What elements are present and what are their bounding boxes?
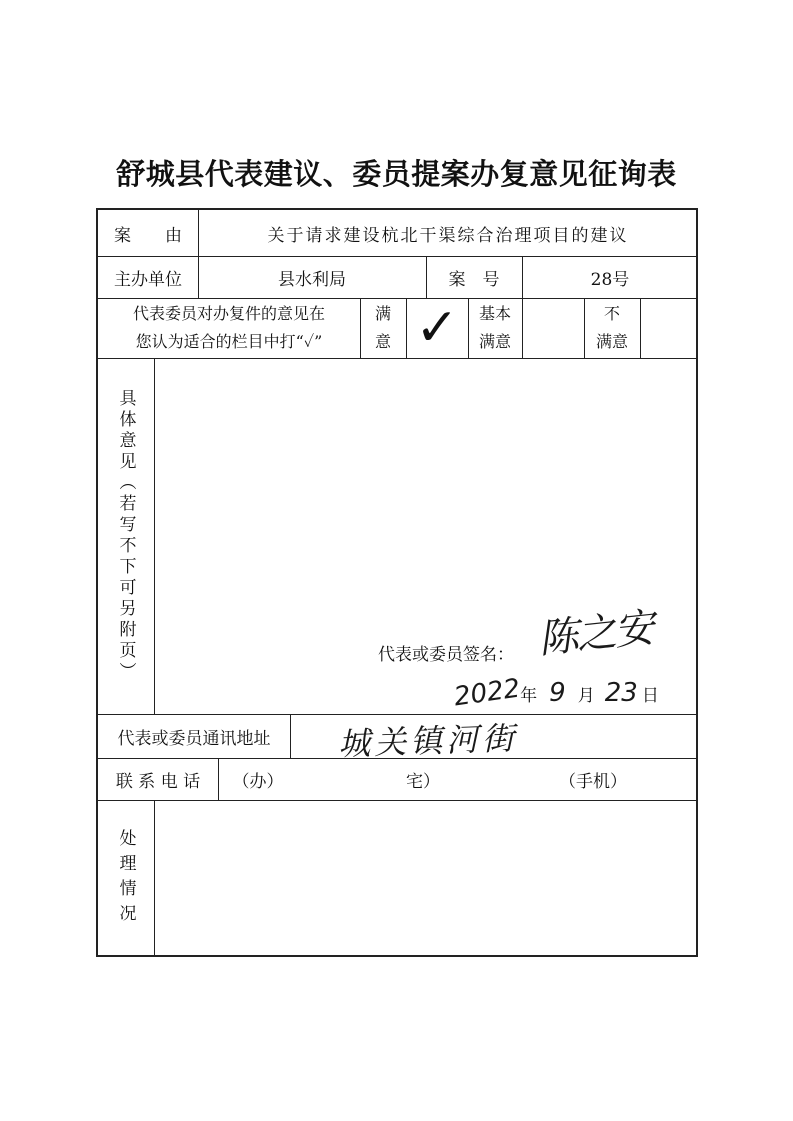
handling-content-area[interactable] [154, 800, 698, 957]
option-unsatisfied-checkbox[interactable] [640, 298, 698, 358]
date-month-handwritten: 9 [549, 678, 566, 708]
handling-label [98, 800, 154, 957]
case-number-label: 案 号 [448, 269, 500, 290]
option-unsatisfied-text-1: 不 [603, 304, 620, 323]
date-year-char: 年 [520, 685, 538, 706]
option-satisfied-checkbox[interactable] [406, 298, 468, 358]
col-divider [290, 714, 291, 758]
handling-label-text: 处理情况 [115, 828, 136, 929]
instruction-line-2: 您认为适合的栏目中打“✓” [135, 332, 323, 351]
date-year-handwritten: 2022 [452, 673, 522, 713]
opinion-label [98, 358, 154, 714]
date-month-char: 月 [577, 685, 595, 706]
host-unit-label: 主办单位 [114, 269, 182, 290]
option-satisfied-label [360, 298, 406, 358]
option-unsatisfied-label [584, 298, 640, 358]
phone-office-label: （办） [232, 771, 284, 792]
phone-home-label: 宅） [406, 771, 440, 792]
signature-label: 代表或委员签名： [378, 644, 514, 665]
option-basic-label [468, 298, 522, 358]
host-unit-value: 县水利局 [278, 269, 346, 290]
form-title: 舒城县代表建议、委员提案办复意见征询表 [116, 157, 677, 191]
reason-value: 关于请求建设杭北干渠综合治理项目的建议 [267, 225, 629, 246]
instruction-text [98, 298, 360, 358]
feedback-form [96, 208, 698, 957]
instruction-line-1: 代表委员对办复件的意见在 [132, 304, 325, 323]
phone-label: 联 系 电 话 [115, 771, 201, 792]
option-basic-text-1: 基本 [478, 304, 511, 323]
option-satisfied-text-1: 满 [374, 304, 391, 323]
reason-label: 案 由 [114, 225, 182, 246]
case-number-value: 28号 [590, 269, 630, 290]
option-satisfied-text-2: 意 [374, 332, 391, 351]
signature-date [452, 673, 694, 713]
option-unsatisfied-text-2: 满意 [595, 332, 628, 351]
date-day-handwritten: 23 [604, 678, 638, 708]
opinion-label-text: 具体意见（若写不下可另附页） [115, 389, 136, 683]
check-mark-icon: ✓ [415, 298, 459, 358]
phone-mobile-label: （手机） [559, 771, 627, 792]
address-value-handwritten: 城关镇河街 [337, 718, 519, 764]
date-day-char: 日 [641, 685, 659, 706]
option-basic-text-2: 满意 [478, 332, 511, 351]
address-label: 代表或委员通讯地址 [117, 728, 271, 749]
option-basic-checkbox[interactable] [522, 298, 584, 358]
signature-handwritten: 陈之安 [536, 605, 655, 663]
